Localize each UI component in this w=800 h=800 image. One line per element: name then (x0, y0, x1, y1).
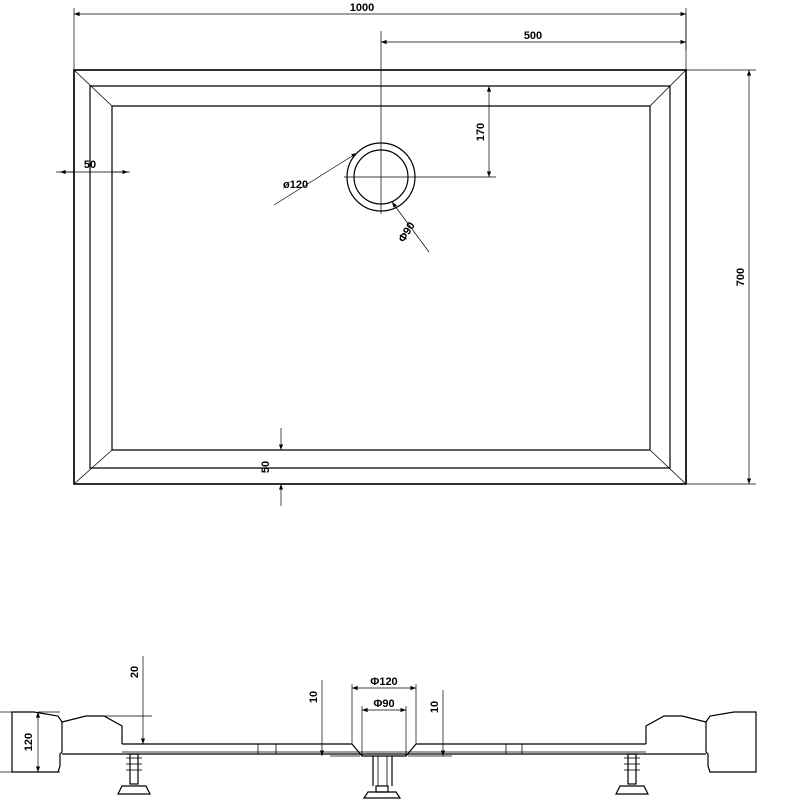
section-view (0, 656, 756, 798)
label-center-offset-x: 500 (523, 30, 543, 42)
label-recess-right: 10 (429, 700, 441, 714)
tray-outline (74, 70, 686, 484)
label-drain-offset-top: 170 (475, 122, 487, 142)
dim-section-height (0, 712, 60, 772)
dim-drain-inner-section (362, 698, 406, 756)
section-feet (118, 754, 648, 798)
label-border-left: 50 (83, 159, 97, 171)
top-view (56, 2, 756, 506)
label-overall-width: 1000 (349, 2, 375, 14)
label-lip-height: 20 (129, 665, 141, 679)
section-profile (12, 712, 756, 786)
label-border-bottom: 50 (260, 460, 272, 474)
label-section-height: 120 (23, 732, 35, 752)
label-overall-height: 700 (735, 267, 747, 287)
label-drain-outer-section: Φ120 (370, 676, 398, 688)
label-drain-inner-top: Φ90 (396, 220, 418, 245)
label-drain-outer-top: ø120 (283, 179, 309, 191)
dim-overall-height (686, 70, 756, 484)
dim-lip-height (104, 656, 152, 744)
dim-overall-width (74, 2, 686, 70)
label-recess-left: 10 (308, 690, 320, 704)
label-drain-inner-section: Φ90 (373, 698, 395, 710)
